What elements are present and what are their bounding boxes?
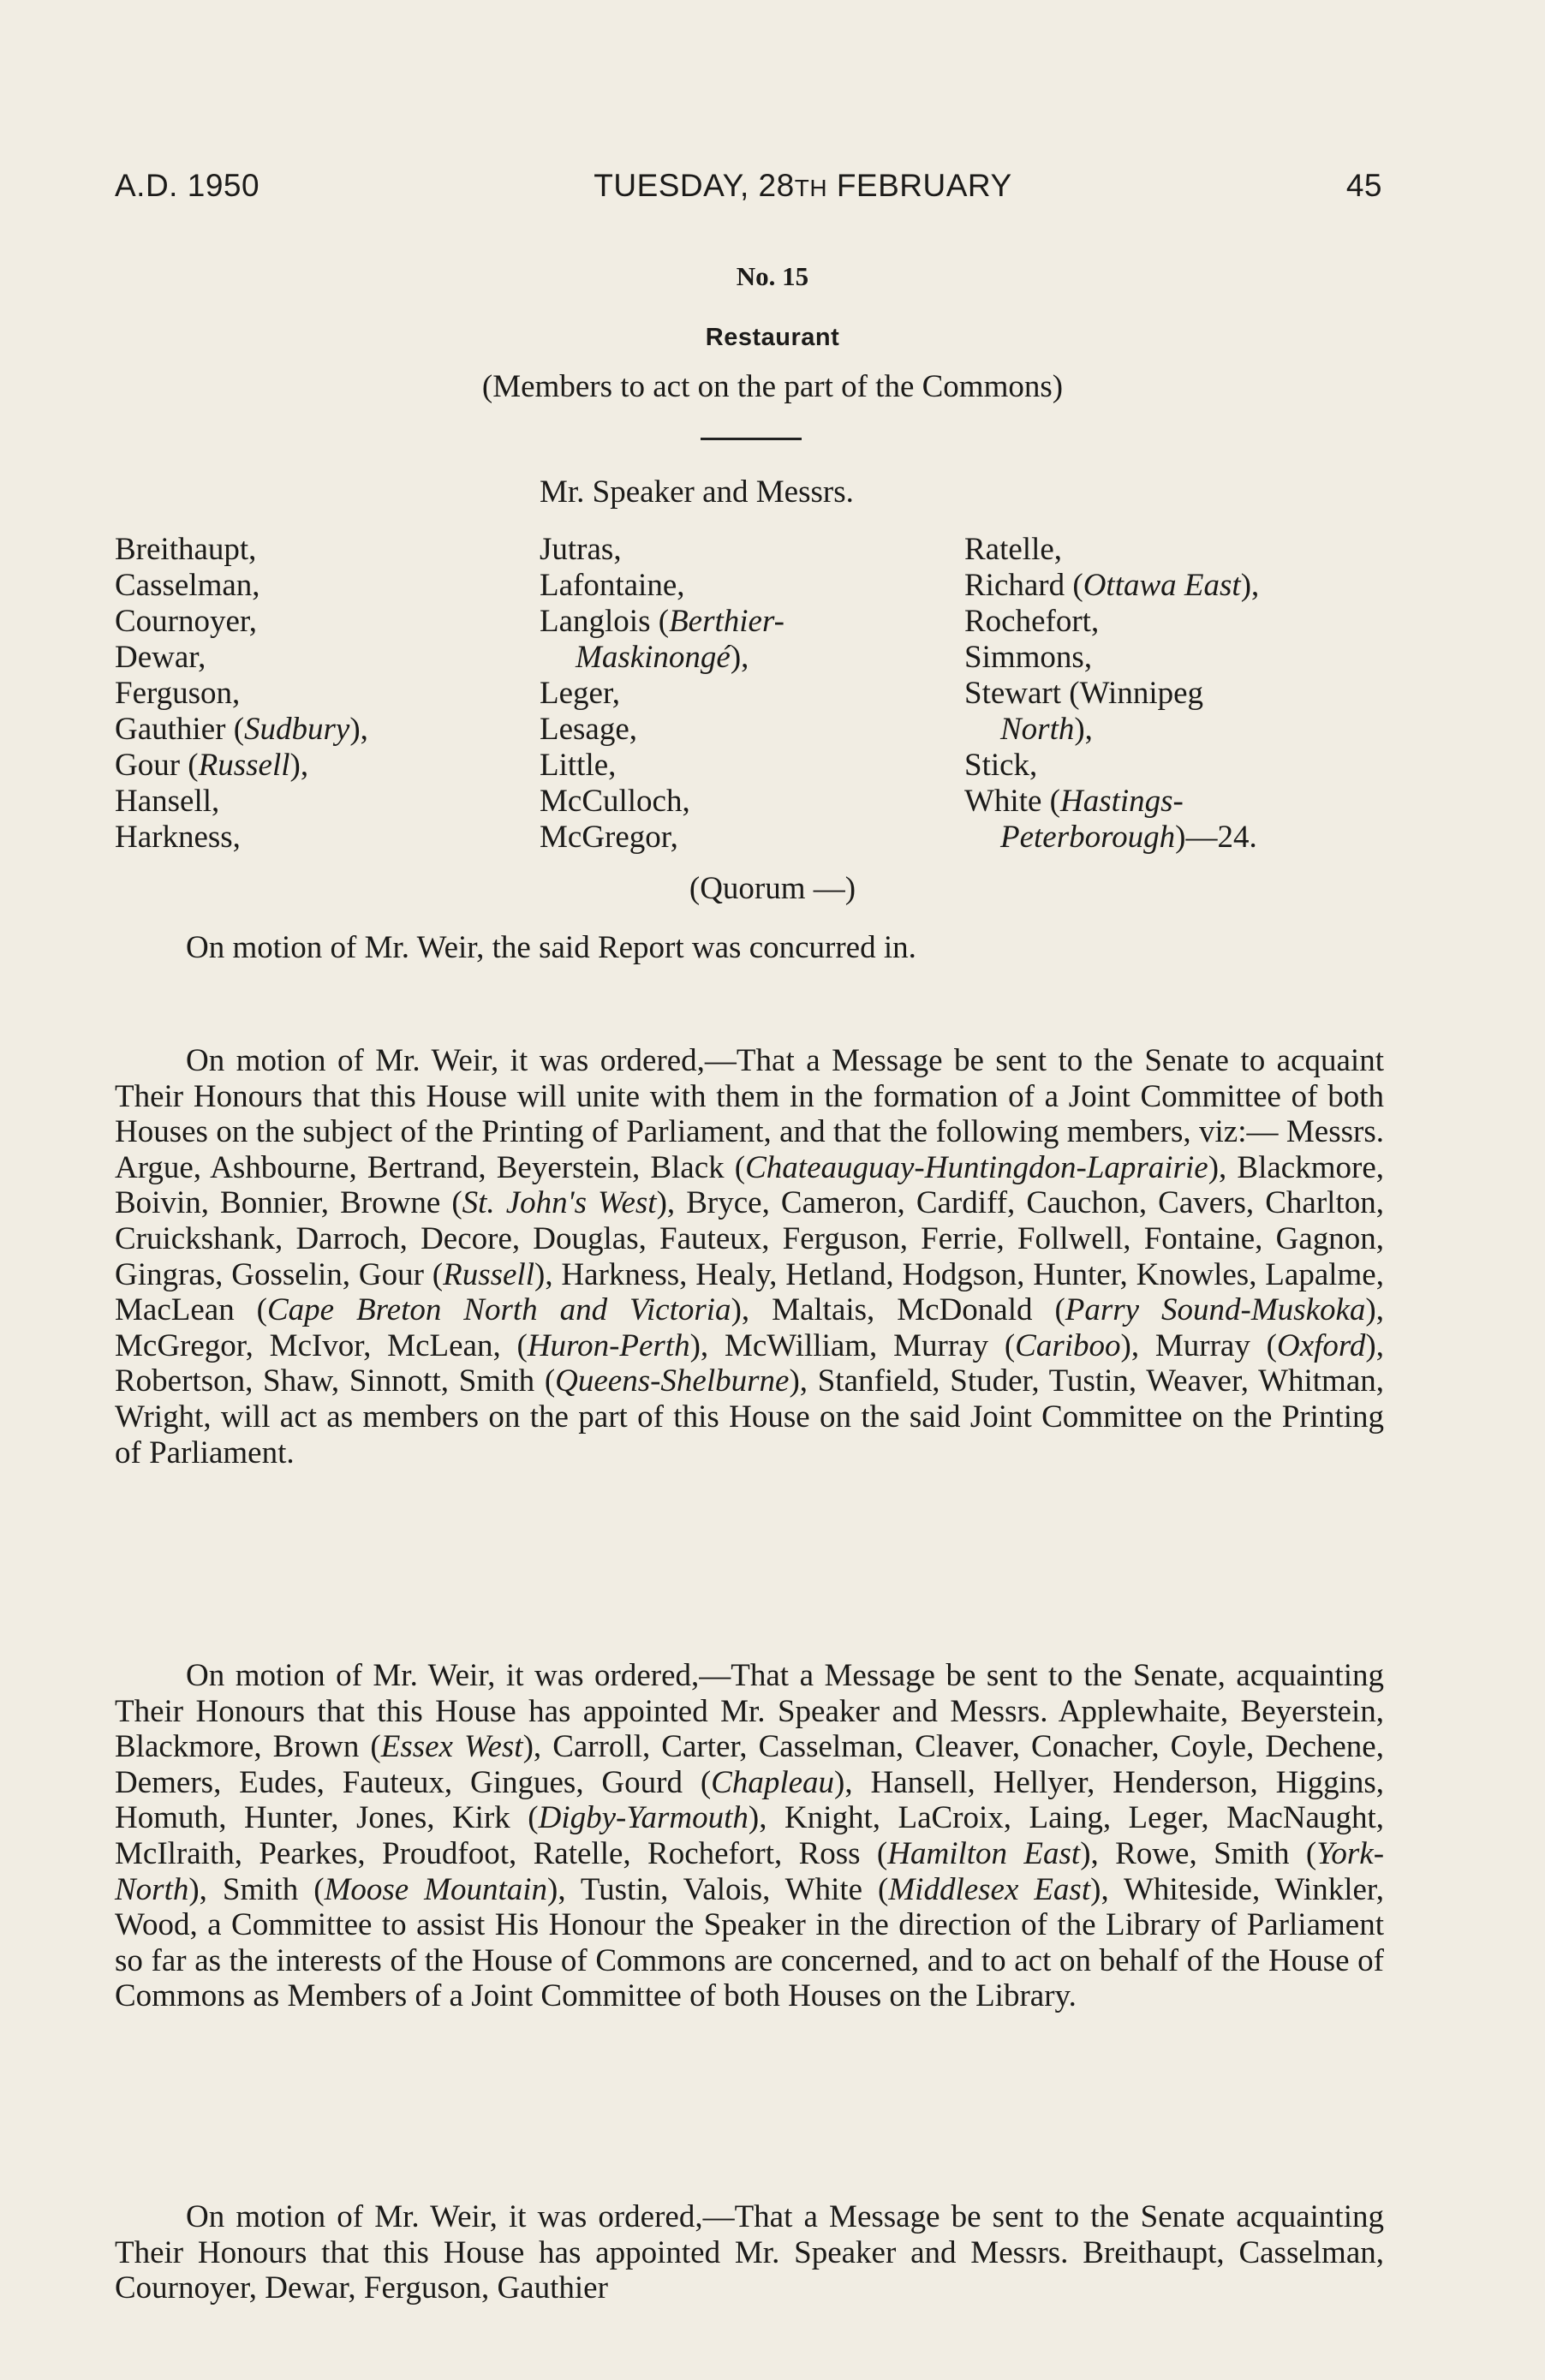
member-name: McGregor,: [540, 820, 678, 855]
member-name: Little,: [540, 748, 617, 783]
quorum-line: (Quorum —): [689, 871, 856, 906]
member-name: Rochefort,: [964, 604, 1100, 639]
member-name: Cournoyer,: [115, 604, 258, 639]
paragraph-report-concurred: On motion of Mr. Weir, the said Report was concurred in.: [186, 930, 916, 965]
member-name: Breithaupt,: [115, 532, 257, 567]
header-date: [594, 168, 1011, 204]
paragraph-printing-committee: On motion of Mr. Weir, it was ordered,—That a Message be sent to the Senate to acquaint Their Honours that this House will unite with them in the formation of a Joint Committee of both Houses on the subject of the Printing of Parliament, and that the following members, viz:— Messrs. Argue, Ashbourne, Bertrand, Beyerstein, Black (Chateauguay-Huntingdon-Laprairie), Blackmore, Boivin, Bonnier, Browne (St. John's West), Bryce, Cameron, Cardiff, Cauchon, Cavers, Charlton, Cruickshank, Darroch, Decore, Douglas, Fauteux, Ferguson, Ferrie, Follwell, Fontaine, Gagnon, Gingras, Gosselin, Gour (Russell), Harkness, Healy, Hetland, Hodgson, Hunter, Knowles, Lapalme, MacLean (Cape Breton North and Victoria), Maltais, McDonald (Parry Sound-Muskoka), McGregor, McIvor, McLean, (Huron-Perth), McWilliam, Murray (Cariboo), Murray (Oxford), Robertson, Shaw, Sinnott, Smith (Queens-Shelburne), Stanfield, Studer, Tustin, Weaver, Whitman, Wright, will act as members on the part of this House on the said Joint Committee on the Printing of Parliament.: [115, 1043, 1384, 1470]
page-number: 45: [1345, 168, 1382, 203]
divider-rule: [701, 438, 802, 440]
member-name: Richard (Ottawa East),: [964, 568, 1260, 603]
committee-number: No. 15: [736, 261, 809, 291]
member-name: Leger,: [540, 676, 621, 711]
paragraph-library-committee: On motion of Mr. Weir, it was ordered,—That a Message be sent to the Senate, acquainting Their Honours that this House has appointed Mr. Speaker and Messrs. Applewhaite, Beyerstein, Blackmore, Brown (Essex West), Carroll, Carter, Casselman, Cleaver, Conacher, Coyle, Dechene, Demers, Eudes, Fauteux, Gingues, Gourd (Chapleau), Hansell, Hellyer, Henderson, Higgins, Homuth, Hunter, Jones, Kirk (Digby-Yarmouth), Knight, LaCroix, Laing, Leger, MacNaught, McIlraith, Pearkes, Proudfoot, Ratelle, Rochefort, Ross (Hamilton East), Rowe, Smith (York-North), Smith (Moose Mountain), Tustin, Valois, White (Middlesex East), Whiteside, Winkler, Wood, a Committee to assist His Honour the Speaker in the direction of the Library of Parliament so far as the interests of the House of Commons are concerned, and to act on behalf of the House of Commons as Members of a Joint Committee of both Houses on the Library.: [115, 1658, 1385, 2014]
member-column-1: [115, 532, 368, 856]
member-name: Hansell,: [115, 784, 220, 819]
member-name: White (Hastings-: [964, 784, 1184, 819]
speaker-line: Mr. Speaker and Messrs.: [540, 474, 854, 510]
member-name: Dewar,: [115, 640, 206, 675]
header-date-suffix: TH: [794, 175, 828, 201]
member-name: Jutras,: [540, 532, 622, 567]
member-name: McCulloch,: [540, 784, 690, 819]
member-name: Gour (Russell),: [115, 748, 309, 783]
member-name: Gauthier (Sudbury),: [115, 712, 368, 747]
member-column-3: [964, 532, 1259, 856]
member-name: Peterborough)—24.: [1000, 820, 1257, 855]
running-header: [115, 168, 1382, 204]
committee-name: Restaurant: [705, 324, 840, 351]
header-year: A.D. 1950: [115, 168, 260, 203]
member-name: Stick,: [964, 748, 1038, 783]
header-date-main: TUESDAY, 28: [594, 168, 795, 203]
member-name: Lesage,: [540, 712, 638, 747]
member-name: Ratelle,: [964, 532, 1063, 567]
member-name: Casselman,: [115, 568, 260, 603]
member-name: Langlois (Berthier-: [540, 604, 784, 639]
header-date-month: FEBRUARY: [827, 168, 1012, 203]
member-name: Ferguson,: [115, 676, 241, 711]
member-name: Harkness,: [115, 820, 241, 855]
member-name: Stewart (Winnipeg: [964, 676, 1204, 711]
member-name: North),: [1000, 712, 1093, 747]
member-column-2: [540, 532, 784, 856]
member-name: Lafontaine,: [540, 568, 685, 603]
member-name: Simmons,: [964, 640, 1093, 675]
paragraph-restaurant-message: On motion of Mr. Weir, it was ordered,—That a Message be sent to the Senate acquainting Their Honours that this House has appointed Mr. Speaker and Messrs. Breithaupt, Casselman, Cournoyer, Dewar, Ferguson, Gauthier: [115, 2199, 1384, 2306]
member-name: Maskinongé),: [576, 640, 749, 675]
committee-subtitle: (Members to act on the part of the Commons): [481, 369, 1064, 404]
